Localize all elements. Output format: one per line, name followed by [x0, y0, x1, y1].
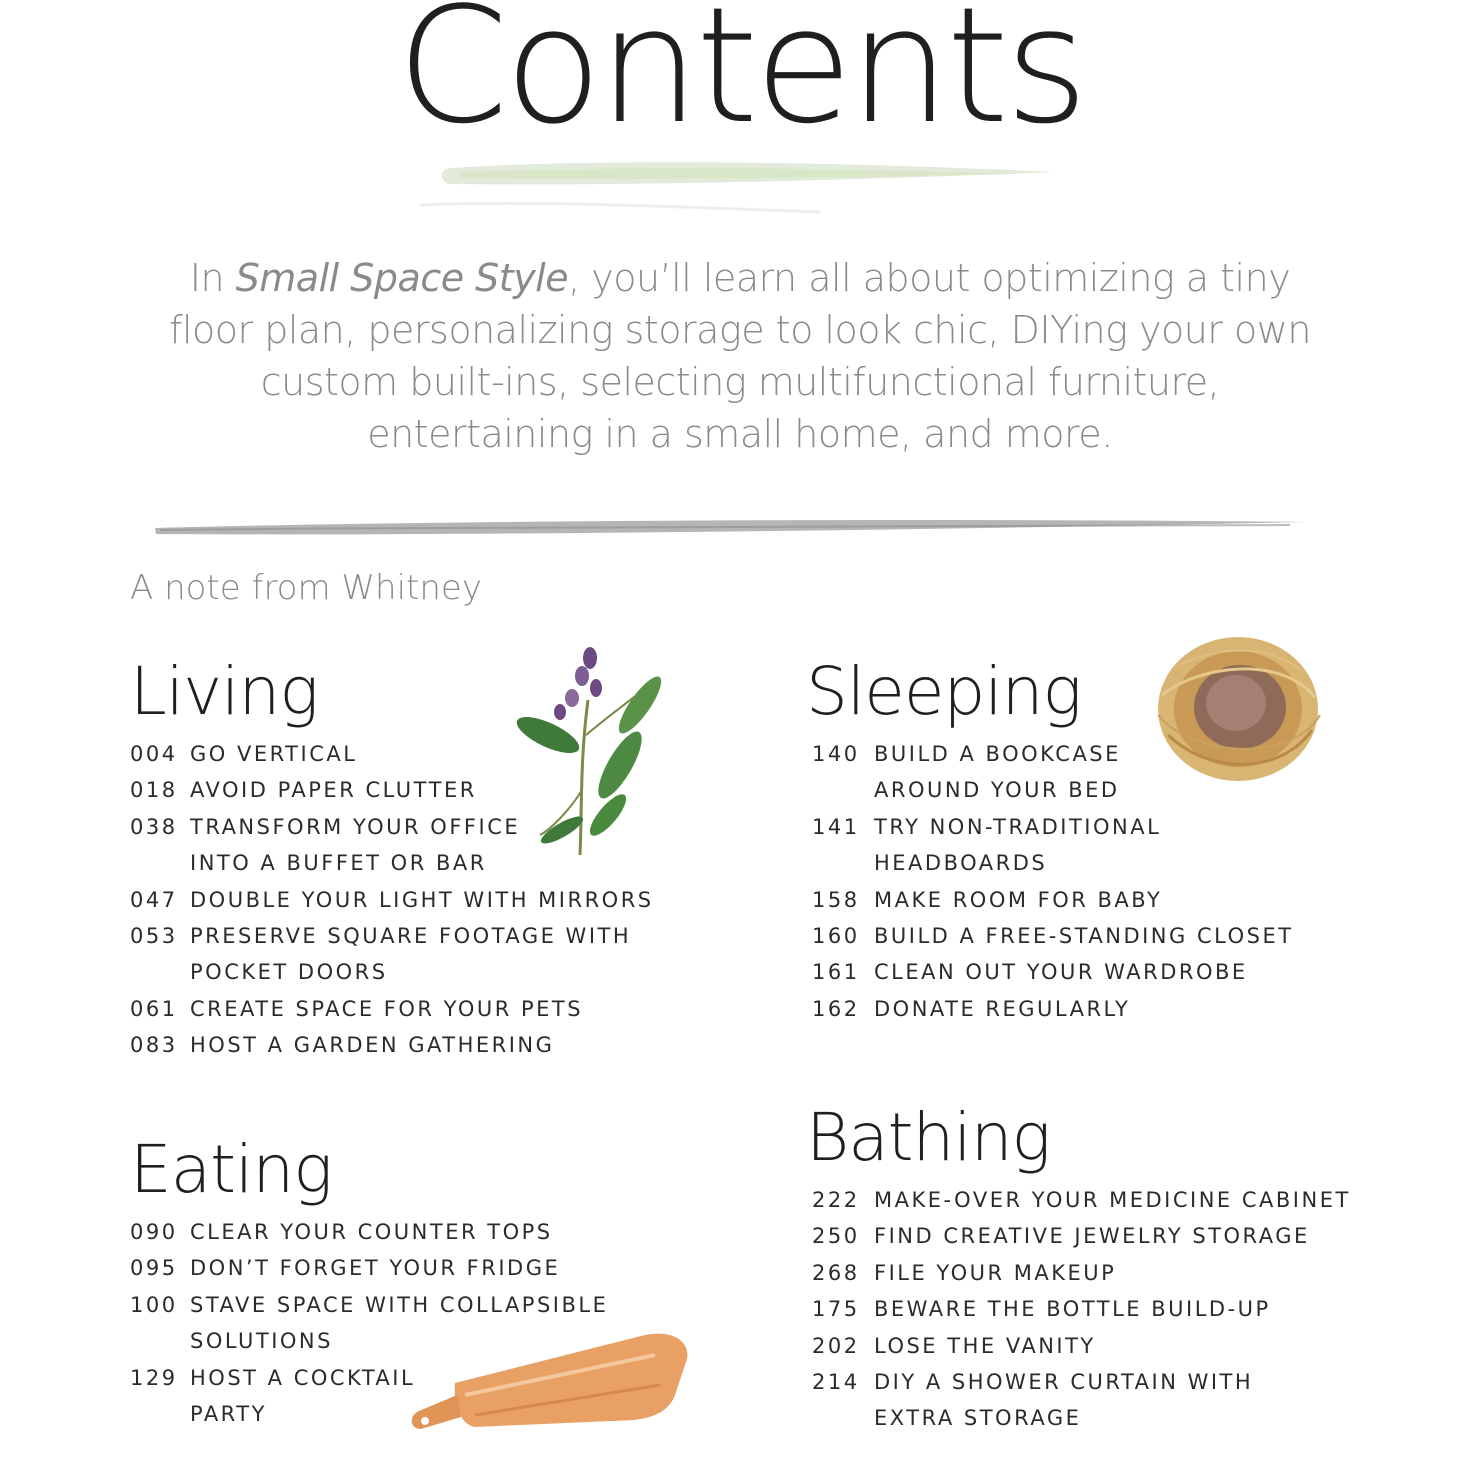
toc-entry-line: BUILD A BOOKCASE: [874, 742, 1121, 766]
bird-nest-icon: [1150, 625, 1325, 790]
toc-entry[interactable]: [130, 1027, 654, 1063]
toc-entry-line: HOST A GARDEN GATHERING: [190, 1033, 555, 1058]
toc-entry-title: [874, 1364, 1253, 1437]
toc-entry[interactable]: [130, 918, 654, 991]
toc-page-number: 061: [130, 996, 178, 1021]
toc-entry-title: [190, 1250, 560, 1286]
toc-page-number: 004: [130, 742, 178, 766]
note-link[interactable]: A note from Whitney: [130, 568, 482, 608]
toc-page-number: 083: [130, 1033, 178, 1058]
toc-entry-line: LOSE THE VANITY: [874, 1333, 1096, 1358]
toc-entry-line: FIND CREATIVE JEWELRY STORAGE: [874, 1224, 1310, 1249]
toc-entry-line: DON’T FORGET YOUR FRIDGE: [190, 1256, 561, 1281]
toc-entry-line-continued: PARTY: [190, 1402, 267, 1427]
green-brush-stroke: [400, 150, 1070, 225]
toc-entry-title: [190, 1027, 554, 1063]
toc-page-number: 141: [812, 814, 860, 839]
toc-entry[interactable]: [812, 1291, 1351, 1327]
toc-entry-title: [874, 954, 1248, 990]
toc-page-number: 160: [812, 924, 860, 949]
section-heading-bathing: Bathing: [806, 1099, 1051, 1176]
section-heading-living: Living: [130, 653, 318, 730]
toc-page-number: 158: [812, 887, 860, 912]
toc-entry-line-continued: INTO A BUFFET OR BAR: [190, 851, 487, 876]
toc-entry-title: [874, 882, 1162, 918]
toc-entry[interactable]: [130, 1250, 608, 1286]
toc-entry-line: CLEAR YOUR COUNTER TOPS: [190, 1220, 553, 1244]
toc-entry-title: [874, 736, 1121, 809]
toc-entry[interactable]: [130, 991, 654, 1027]
toc-entry[interactable]: [812, 1255, 1351, 1291]
cutting-board-icon: [405, 1325, 700, 1440]
toc-entry-line: TRANSFORM YOUR OFFICE: [190, 814, 521, 839]
toc-page-number: 162: [812, 996, 860, 1021]
toc-entry-title: [190, 736, 357, 772]
toc-page-number: 214: [812, 1370, 860, 1395]
toc-page-number: 129: [130, 1365, 178, 1390]
grey-brush-divider: [150, 514, 1310, 544]
toc-entry[interactable]: [130, 1214, 608, 1250]
toc-entry-line-continued: AROUND YOUR BED: [874, 778, 1120, 803]
toc-page-number: 090: [130, 1220, 178, 1244]
toc-entry-line: HOST A COCKTAIL: [190, 1365, 416, 1390]
toc-entry[interactable]: [812, 918, 1294, 954]
toc-page-number: 095: [130, 1256, 178, 1281]
toc-entry[interactable]: [812, 1328, 1351, 1364]
toc-entry-title: [190, 991, 583, 1027]
toc-entry[interactable]: [812, 809, 1294, 882]
toc-page-number: 268: [812, 1260, 860, 1285]
toc-entry-title: [874, 991, 1130, 1027]
toc-entry[interactable]: [812, 954, 1294, 990]
toc-page-number: 175: [812, 1297, 860, 1322]
intro-lead: In: [189, 256, 236, 300]
intro-rest: , you’ll learn all about optimizing a tiny floor plan, personalizing storage to look chic, DIYing your own custom built-ins, selecting multifunctional furniture, entertaining in a small home, and more.: [169, 256, 1311, 456]
toc-entry[interactable]: [812, 1182, 1351, 1218]
toc-entry-title: [190, 772, 477, 808]
toc-entry-title: [874, 1255, 1116, 1291]
toc-entry[interactable]: [812, 1364, 1351, 1437]
toc-entry-line: STAVE SPACE WITH COLLAPSIBLE: [190, 1292, 609, 1317]
herb-sprig-icon: [510, 640, 670, 865]
section-heading-sleeping: Sleeping: [806, 653, 1082, 730]
toc-page-number: 047: [130, 887, 178, 912]
toc-entry-title: [190, 809, 520, 882]
toc-entry[interactable]: [812, 991, 1294, 1027]
page-title: Contents: [396, 0, 1085, 159]
toc-entry-line: FILE YOUR MAKEUP: [874, 1260, 1117, 1285]
toc-entry-title: [874, 1328, 1096, 1364]
toc-entry-title: [874, 1182, 1351, 1218]
intro-paragraph: [160, 252, 1320, 460]
toc-entry-line-continued: POCKET DOORS: [190, 960, 388, 985]
toc-entry-title: [190, 882, 654, 918]
toc-entry[interactable]: [812, 1218, 1351, 1254]
toc-entry-line-continued: EXTRA STORAGE: [874, 1406, 1082, 1431]
toc-entry[interactable]: [812, 882, 1294, 918]
toc-entry-line: DIY A SHOWER CURTAIN WITH: [874, 1370, 1254, 1395]
section-bathing: [806, 1096, 1351, 1437]
toc-entry-line: AVOID PAPER CLUTTER: [190, 778, 477, 803]
toc-page-number: 250: [812, 1224, 860, 1249]
toc-entry-line: CLEAN OUT YOUR WARDROBE: [874, 960, 1248, 985]
section-heading-eating: Eating: [130, 1131, 332, 1208]
book-title: Small Space Style: [235, 256, 569, 300]
toc-entry-line: MAKE ROOM FOR BABY: [874, 887, 1163, 912]
toc-entry-line: MAKE-OVER YOUR MEDICINE CABINET: [874, 1188, 1351, 1212]
toc-page-number: 161: [812, 960, 860, 985]
toc-page-number: 222: [812, 1188, 860, 1212]
toc-entry[interactable]: [130, 882, 654, 918]
toc-entry-title: [874, 1218, 1310, 1254]
toc-entry-line: PRESERVE SQUARE FOOTAGE WITH: [190, 924, 632, 949]
toc-page-number: 053: [130, 924, 178, 949]
toc-entry-line: CREATE SPACE FOR YOUR PETS: [190, 996, 584, 1021]
toc-entry-title: [190, 918, 631, 991]
toc-page-number: 140: [812, 742, 860, 766]
toc-entry-title: [190, 1214, 553, 1250]
toc-list-bathing: [812, 1182, 1351, 1437]
toc-page-number: 202: [812, 1333, 860, 1358]
toc-entry-title: [874, 809, 1161, 882]
toc-page-number: 038: [130, 814, 178, 839]
toc-entry-line-continued: HEADBOARDS: [874, 851, 1048, 876]
toc-page-number: 018: [130, 778, 178, 803]
toc-entry-line: TRY NON-TRADITIONAL: [874, 814, 1162, 839]
toc-entry-title: [874, 1291, 1271, 1327]
toc-entry-line: BEWARE THE BOTTLE BUILD-UP: [874, 1297, 1271, 1322]
toc-entry-line: DOUBLE YOUR LIGHT WITH MIRRORS: [190, 887, 654, 912]
toc-entry-line: DONATE REGULARLY: [874, 996, 1131, 1021]
toc-entry-title: [874, 918, 1294, 954]
toc-entry-line-continued: SOLUTIONS: [190, 1329, 333, 1354]
toc-entry-title: [190, 1360, 415, 1433]
toc-page-number: 100: [130, 1292, 178, 1317]
toc-entry-line: BUILD A FREE-STANDING CLOSET: [874, 924, 1294, 949]
toc-entry-line: GO VERTICAL: [190, 742, 358, 766]
